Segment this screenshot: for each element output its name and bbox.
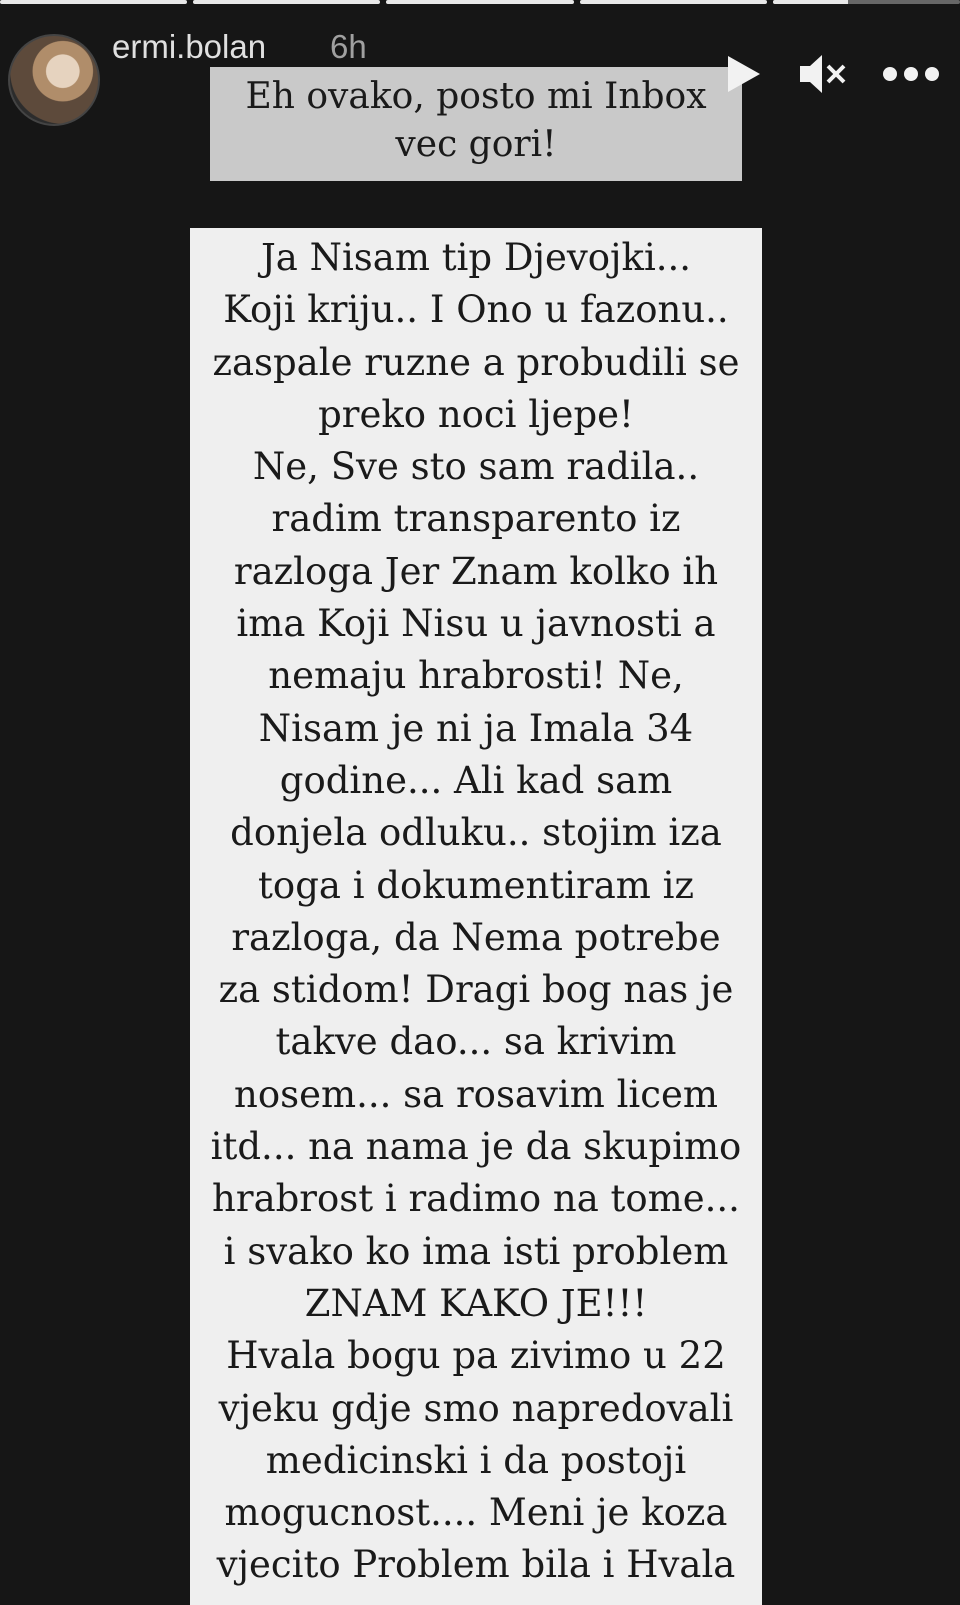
- progress-segment: [386, 0, 573, 4]
- story-text-line: razloga Jer Znam kolko ih: [233, 549, 719, 593]
- story-text-line: medicinski i da postoji: [265, 1438, 687, 1482]
- story-text-line: hrabrost i radimo na tome...: [212, 1177, 740, 1221]
- speaker-muted-icon[interactable]: [798, 52, 848, 96]
- story-header: [8, 34, 100, 126]
- more-options-icon[interactable]: [882, 66, 940, 82]
- story-text-line: radim transparento iz: [271, 497, 681, 541]
- username[interactable]: ermi.bolan: [112, 28, 267, 65]
- story-text-line: ima Koji Nisu u javnosti a: [236, 602, 716, 646]
- story-text-line: toga i dokumentiram iz: [258, 863, 694, 907]
- story-text-line: razloga, da Nema potrebe: [231, 915, 721, 959]
- story-text-line: godine... Ali kad sam: [279, 758, 673, 802]
- progress-segment: [0, 0, 187, 4]
- story-text-line: vjecito Problem bila i Hvala: [216, 1543, 736, 1587]
- story-text-line: Ja Nisam tip Djevojki...: [260, 236, 692, 279]
- story-text-line: takve dao... sa krivim: [275, 1020, 677, 1064]
- story-text-line: Koji kriju.. I Ono u fazonu..: [223, 288, 729, 332]
- story-text-line: zaspale ruzne a probudili se: [212, 340, 740, 384]
- story-text-panel: [190, 228, 762, 1605]
- story-text-line: ZNAM KAKO JE!!!: [304, 1281, 648, 1325]
- play-icon[interactable]: [720, 52, 764, 96]
- story-text-line: nosem... sa rosavim licem: [234, 1072, 718, 1116]
- progress-segment: [773, 0, 960, 4]
- progress-fill: [773, 0, 848, 4]
- story-progress-bar: [0, 0, 960, 6]
- user-avatar[interactable]: [8, 34, 100, 126]
- caption-line: vec gori!: [395, 124, 557, 165]
- story-text-line: mogucnost.... Meni je koza: [224, 1491, 728, 1535]
- progress-fill: [0, 0, 187, 4]
- post-time: 6h: [330, 28, 367, 65]
- story-caption-box: [210, 67, 742, 181]
- progress-fill: [386, 0, 573, 4]
- progress-segment: [580, 0, 767, 4]
- story-text-line: i svako ko ima isti problem: [223, 1229, 729, 1273]
- story-text-line: vjeku gdje smo napredovali: [218, 1386, 734, 1430]
- story-text-line: Ne, Sve sto sam radila..: [252, 445, 700, 489]
- story-text-line: donjela odluku.. stojim iza: [230, 811, 722, 855]
- story-text-line: itd... na nama je da skupimo: [210, 1125, 742, 1169]
- story-controls: [720, 52, 940, 96]
- progress-segment: [193, 0, 380, 4]
- story-text-line: za stidom! Dragi bog nas je: [218, 968, 734, 1012]
- progress-fill: [193, 0, 380, 4]
- story-text-line: Nisam je ni ja Imala 34: [258, 706, 694, 750]
- story-text-line: preko noci ljepe!: [318, 392, 634, 436]
- story-text-line: Hvala bogu pa zivimo u 22: [226, 1334, 726, 1378]
- progress-fill: [580, 0, 767, 4]
- caption-line: Eh ovako, posto mi Inbox: [245, 76, 707, 117]
- story-text-line: nemaju hrabrosti! Ne,: [268, 654, 684, 698]
